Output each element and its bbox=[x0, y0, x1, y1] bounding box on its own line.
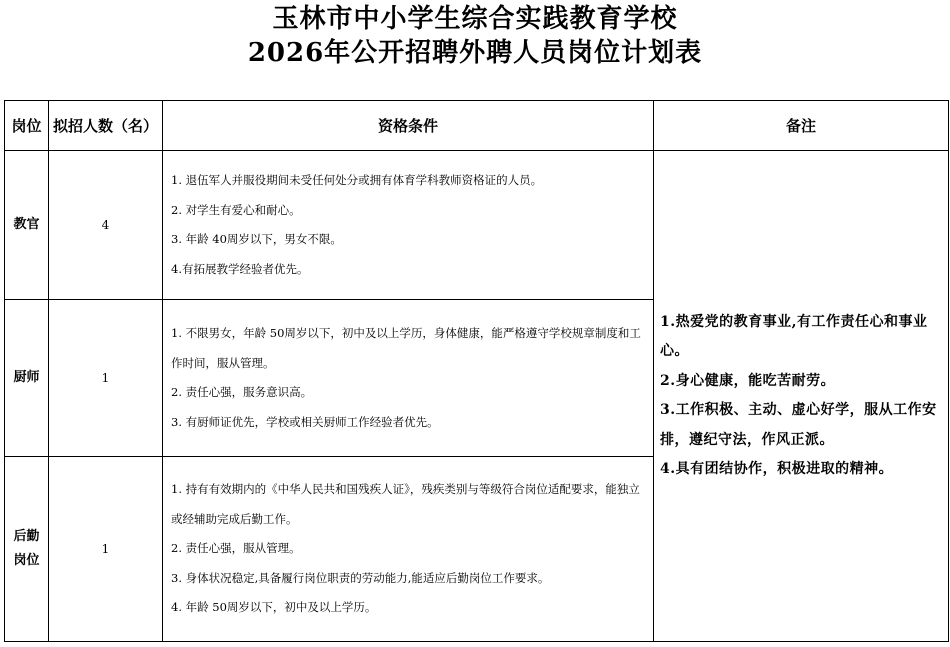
requirements-cell bbox=[163, 457, 654, 642]
header-notes: 备注 bbox=[654, 101, 949, 151]
requirement-item: 1. 不限男女，年龄 50周岁以下，初中及以上学历，身体健康，能严格遵守学校规章制度和工作时间，服从管理。 bbox=[171, 326, 641, 370]
requirement-item: 1. 退伍军人并服役期间未受任何处分或拥有体育学科教师资格证的人员。 bbox=[171, 173, 543, 187]
requirement-item: 2. 责任心强，服从管理。 bbox=[171, 541, 301, 556]
header-requirements: 资格条件 bbox=[163, 101, 654, 151]
requirement-item: 3. 身体状况稳定,具备履行岗位职责的劳动能力,能适应后勤岗位工作要求。 bbox=[171, 570, 550, 585]
post-cell bbox=[5, 300, 49, 457]
count-cell: 1 bbox=[49, 457, 163, 642]
recruitment-plan-table bbox=[4, 100, 949, 642]
requirement-item: 3. 年龄 40周岁以下，男女不限。 bbox=[171, 232, 342, 246]
count-cell: 4 bbox=[49, 151, 163, 300]
page-subtitle: 2026年公开招聘外聘人员岗位计划表 bbox=[247, 38, 703, 68]
note-item: 1.热爱党的教育事业,有工作责任心和事业心。 bbox=[660, 313, 928, 359]
note-item: 4.具有团结协作，积极进取的精神。 bbox=[660, 461, 894, 477]
post-name: 厨师 bbox=[13, 370, 40, 385]
requirement-item: 1. 持有有效期内的《中华人民共和国残疾人证》，残疾类别与等级符合岗位适配要求，能独立或经辅助完成后勤工作。 bbox=[171, 482, 640, 526]
header-post: 岗位 bbox=[5, 101, 49, 151]
post-name: 岗位 bbox=[13, 553, 40, 568]
requirement-item: 4. 年龄 50周岁以下，初中及以上学历。 bbox=[171, 600, 377, 615]
post-cell bbox=[5, 457, 49, 642]
requirements-cell bbox=[163, 300, 654, 457]
requirements-cell bbox=[163, 151, 654, 300]
requirement-item: 2. 对学生有爱心和耐心。 bbox=[171, 202, 301, 217]
post-name: 教官 bbox=[13, 217, 40, 232]
requirement-item: 3. 有厨师证优先，学校或相关厨师工作经验者优先。 bbox=[171, 414, 439, 429]
notes-cell bbox=[654, 151, 949, 642]
post-name: 后勤 bbox=[13, 529, 40, 544]
page-title: 玉林市中小学生综合实践教育学校 bbox=[272, 4, 678, 34]
table-header-row bbox=[5, 101, 949, 151]
note-item: 2.身心健康，能吃苦耐劳。 bbox=[660, 372, 836, 389]
note-item: 3.工作积极、主动、虚心好学，服从工作安排，遵纪守法，作风正派。 bbox=[660, 402, 937, 448]
header-count: 拟招人数（名） bbox=[49, 101, 163, 151]
post-cell bbox=[5, 151, 49, 300]
count-cell: 1 bbox=[49, 300, 163, 457]
requirement-item: 2. 责任心强，服务意识高。 bbox=[171, 385, 313, 399]
table-row bbox=[5, 151, 949, 300]
requirement-item: 4.有拓展教学经验者优先。 bbox=[171, 261, 309, 276]
